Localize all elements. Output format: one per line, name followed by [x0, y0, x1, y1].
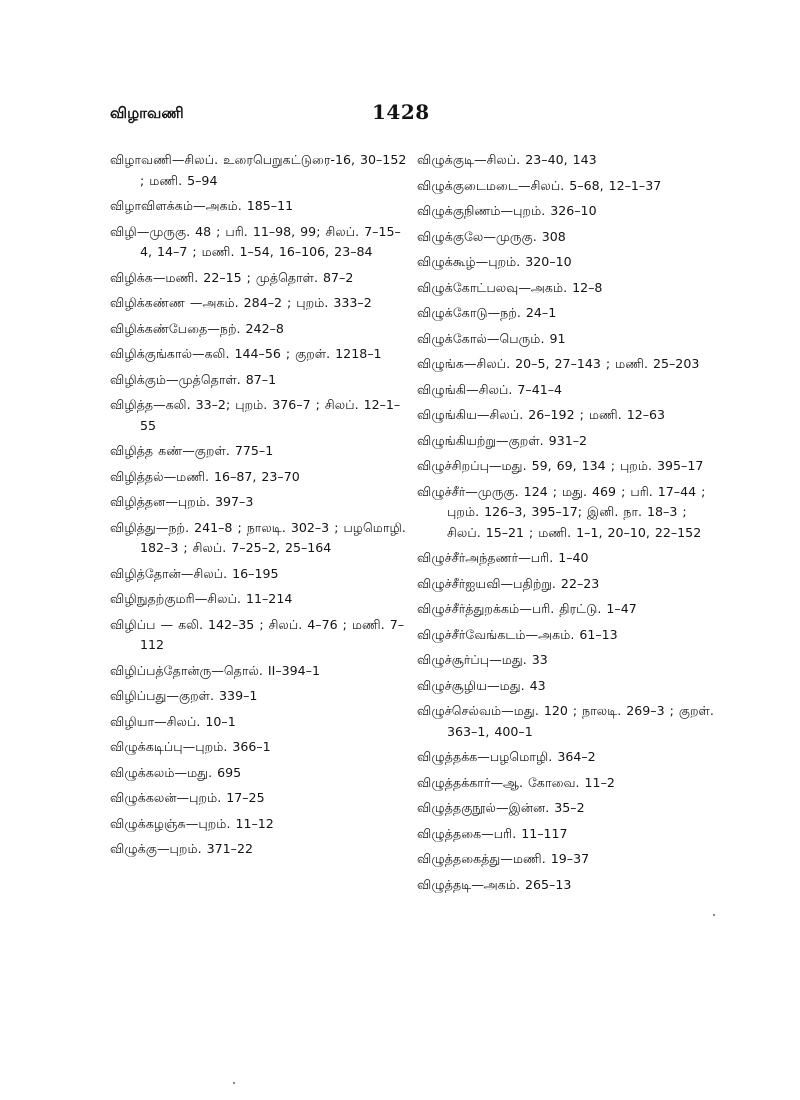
index-entry: விழுக்கோல்—பெரும். 91 [417, 330, 566, 346]
index-entry: விழித்தன—புறம். 397–3 [110, 494, 254, 509]
index-entry: விழுச்சீர்ஐயவி—பதிற்று. 22–23 [417, 575, 600, 591]
index-entry: விழுச்சீர்த்துறக்கம்—பரி. திரட்டு. 1–47 [417, 601, 637, 616]
index-entry: விழுச்சூர்ப்பு—மது. 33 [417, 652, 548, 667]
index-entry: விழிக்கண்ண —அகம். 284–2 ; புறம். 333–2 [110, 295, 372, 310]
index-entry: விழிக்குங்கால்—கலி. 144–56 ; குறள். 1218–1 [110, 346, 382, 361]
index-entry: விழுக்குடி—சிலப். 23–40, 143 [417, 152, 597, 167]
index-entry: விழுச்செல்வம்—மது. 120 ; நாலடி. 269–3 ; குறள். 363–1, 400–1 [417, 703, 714, 739]
index-entry: விழித்தல்—மணி. 16–87, 23–70 [110, 468, 300, 484]
index-entry: விழி—முருகு. 48 ; பரி. 11–98, 99; சிலப். 7–15–4, 14–7 ; மணி. 1–54, 16–106, 23–84 [110, 223, 401, 259]
index-entry: விழியா—சிலப். 10–1 [110, 713, 236, 729]
index-entry: விழுச்சீர்—முருகு. 124 ; மது. 469 ; பரி. 17–44 ; புறம். 126–3, 395–17; இனி. நா. 18–3 ; சிலப். 15–21 ; மணி. 1–1, 20–10, 22–152 [417, 483, 706, 540]
index-column-right [417, 150, 722, 900]
index-entry: விழுக்கலன்—புறம். 17–25 [110, 790, 265, 805]
page-number: 1428 [372, 100, 430, 124]
index-entry: விழுக்கோடு—நற். 24–1 [417, 305, 557, 320]
index-entry: விழுங்கிய—சிலப். 26–192 ; மணி. 12–63 [417, 407, 666, 422]
index-entry: விழிப்ப — கலி. 142–35 ; சிலப். 4–76 ; மணி. 7–112 [110, 616, 405, 652]
print-speck [233, 1082, 235, 1084]
index-entry: விழுங்கியற்று—குறள். 931–2 [417, 432, 588, 448]
index-entry: விழுத்தக்கார்—ஆ. கோவை. 11–2 [417, 774, 615, 790]
index-entry: விழுக்கோட்பலவு—அகம். 12–8 [417, 279, 603, 295]
index-column-left [110, 150, 410, 865]
index-entry: விழிப்பது—குறள். 339–1 [110, 688, 258, 703]
index-entry: விழிக்கும்—முத்தொள். 87–1 [110, 371, 277, 387]
index-entry: விழுத்தகை—பரி. 11–117 [417, 825, 568, 841]
index-entry: விழித்து—நற். 241–8 ; நாலடி. 302–3 ; பழமொழி. 182–3 ; சிலப். 7–25–2, 25–164 [110, 519, 406, 555]
index-entry: விழுச்சீர்அந்தணர்—பரி. 1–40 [417, 550, 589, 565]
index-entry: விழுக்கடிப்பு—புறம். 366–1 [110, 739, 271, 754]
index-entry: விழுங்க—சிலப். 20–5, 27–143 ; மணி. 25–203 [417, 356, 700, 371]
index-entry: விழுக்கு—புறம். 371–22 [110, 841, 253, 856]
index-entry: விழுக்கழஞ்சு—புறம். 11–12 [110, 815, 274, 831]
index-entry: விழிக்க—மணி. 22–15 ; முத்தொள். 87–2 [110, 269, 354, 285]
index-entry: விழுக்கூழ்—புறம். 320–10 [417, 254, 572, 269]
index-entry: விழுங்கி—சிலப். 7–41–4 [417, 381, 563, 397]
index-entry: விழுச்சிறப்பு—மது. 59, 69, 134 ; புறம். 395–17 [417, 458, 704, 473]
index-entry: விழுத்தக்க—பழமொழி. 364–2 [417, 749, 596, 764]
index-entry: விழிநுதற்குமரி—சிலப். 11–214 [110, 591, 293, 606]
index-entry: விழித்தோன்—சிலப். 16–195 [110, 565, 279, 581]
index-entry: விழுச்சூழிய—மது. 43 [417, 677, 546, 693]
index-entry: விழிக்கண்பேதை—நற். 242–8 [110, 320, 284, 336]
print-speck [713, 914, 715, 916]
index-entry: விழிப்பத்தோன்ரு—தொல். II–394–1 [110, 662, 320, 678]
index-entry: விழுக்குடைமடை—சிலப். 5–68, 12–1–37 [417, 177, 662, 193]
index-entry: விழித்த கண்—குறள். 775–1 [110, 443, 274, 458]
index-entry: விழாவிளக்கம்—அகம். 185–11 [110, 198, 294, 213]
running-head: விழாவணி [110, 104, 184, 122]
index-entry: விழுச்சீர்வேங்கடம்—அகம். 61–13 [417, 626, 618, 642]
index-entry: விழித்த—கலி. 33–2; புறம். 376–7 ; சிலப். 12–1–55 [110, 397, 401, 433]
index-entry: விழுக்கலம்—மது. 695 [110, 764, 242, 780]
index-entry: விழுத்தடி—அகம். 265–13 [417, 876, 572, 892]
index-entry: விழுத்தகுநூல்—இன்ன. 35–2 [417, 800, 585, 815]
index-entry: விழாவணி—சிலப். உரைபெறுகட்டுரை-16, 30–152 ; மணி. 5–94 [110, 152, 407, 188]
index-entry: விழுக்குலே—முருகு. 308 [417, 228, 566, 244]
index-entry: விழுத்தகைத்து—மணி. 19–37 [417, 851, 590, 866]
index-entry: விழுக்குநிணம்—புறம். 326–10 [417, 203, 597, 218]
